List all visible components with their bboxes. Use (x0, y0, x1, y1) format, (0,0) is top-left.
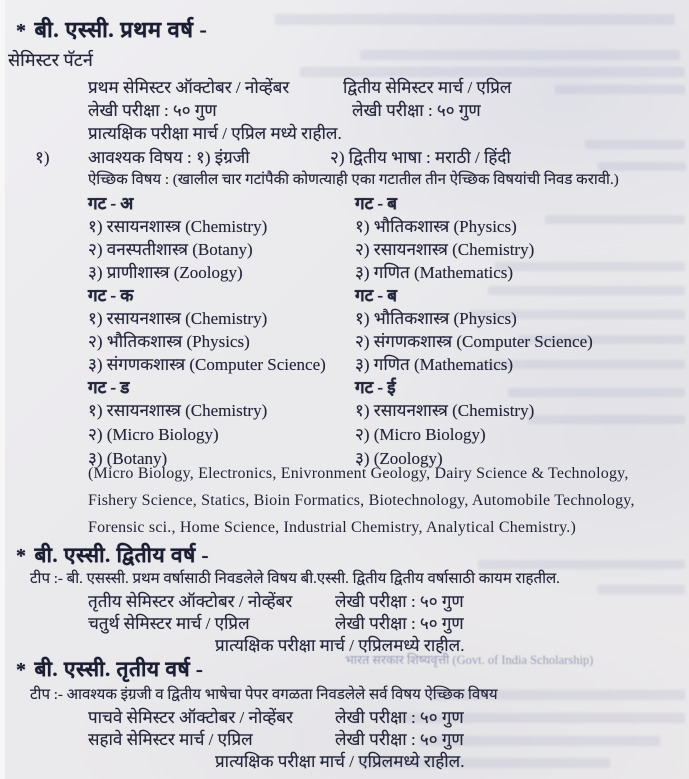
sem5-schedule: पाचवे सेमिस्टर ऑक्टोबर / नोव्हेंबर (88, 708, 293, 727)
sem3-written-marks: लेखी परीक्षा : ५० गुण (335, 592, 464, 611)
group-d-subject-1: १) रसायनशास्त्र (Chemistry) (88, 401, 268, 420)
group-b2-title: गट - ब (355, 286, 398, 305)
group-b2-subject-3: ३) गणित (Mathematics) (355, 355, 514, 374)
other-subjects-line-2: Fishery Science, Statics, Bioin Formatics, Biotechnology, Automobile Technology, (88, 492, 635, 509)
bsc-third-year-title: बी. एस्सी. तृतीय वर्ष - (34, 657, 204, 681)
bleed-through-line (545, 215, 685, 224)
sem5-written-marks: लेखी परीक्षा : ५० गुण (335, 708, 464, 727)
second-language: २) द्वितीय भाषा : मराठी / हिंदी (330, 148, 511, 167)
bleed-through-line (598, 585, 685, 594)
group-k-subject-3: ३) संगणकशास्त्र (Computer Science) (88, 355, 326, 374)
group-e-title: गट - ई (355, 378, 396, 397)
group-k-subject-1: १) रसायनशास्त्र (Chemistry) (88, 309, 268, 328)
bsc-first-year-title: बी. एस्सी. प्रथम वर्ष - (34, 17, 208, 42)
sem3-schedule: तृतीय सेमिस्टर ऑक्टोबर / नोव्हेंबर (88, 592, 293, 611)
year2-practical-note: प्रात्यक्षिक परीक्षा मार्च / एप्रिलमध्ये राहील. (215, 636, 465, 655)
bleed-through-line (360, 50, 680, 60)
year3-practical-note: प्रात्यक्षिक परीक्षा मार्च / एप्रिलमध्ये राहील. (215, 752, 465, 771)
group-b-subject-1: १) भौतिकशास्त्र (Physics) (355, 217, 517, 236)
optional-subjects-note: ऐच्छिक विषय : (खालील चार गटांपैकी कोणत्याही एका गटातील तीन ऐच्छिक विषयांची निवड करावी.) (88, 172, 619, 188)
group-d-title: गट - ड (88, 378, 130, 397)
sem2-written-marks: लेखी परीक्षा : ५० गुण (352, 101, 481, 120)
other-subjects-line-3: Forensic sci., Home Science, Industrial Chemistry, Analytical Chemistry.) (88, 519, 576, 536)
bsc-second-year-title: बी. एस्सी. द्वितीय वर्ष - (34, 543, 209, 567)
sem6-schedule: सहावे सेमिस्टर मार्च / एप्रिल (88, 730, 253, 749)
group-a-title: गट - अ (88, 194, 134, 213)
bleed-through-line (508, 388, 685, 397)
group-a-subject-1: १) रसायनशास्त्र (Chemistry) (88, 217, 268, 236)
group-a-subject-3: ३) प्राणीशास्त्र (Zoology) (88, 263, 243, 282)
bleed-through-line (495, 262, 685, 271)
bleed-through-scholarship-text: भारत सरकार शिष्यवृत्ती (Govt. of India Scholarship) (345, 653, 594, 667)
bleed-through-line (488, 286, 685, 295)
sem4-written-marks: लेखी परीक्षा : ५० गुण (335, 614, 464, 633)
bleed-through-line (585, 140, 685, 149)
required-subjects: आवश्यक विषय : १) इंग्रजी (88, 148, 250, 167)
sem4-schedule: चतुर्थ सेमिस्टर मार्च / एप्रिल (88, 614, 250, 633)
sem6-written-marks: लेखी परीक्षा : ५० गुण (335, 730, 464, 749)
group-b2-subject-1: १) भौतिकशास्त्र (Physics) (355, 309, 517, 328)
list-number: १) (35, 148, 50, 167)
group-d-subject-3: ३) (Botany) (88, 449, 168, 468)
bleed-through-line (275, 14, 675, 25)
group-b-title: गट - ब (355, 194, 398, 213)
year2-note: टीप :- बी. एसस्सी. प्रथम वर्षासाठी निवडलेले विषय बी.एस्सी. द्वितीय द्वितीय वर्षासाठी कायम राहतील. (30, 571, 560, 587)
group-b2-subject-2: २) संगणकशास्त्र (Computer Science) (355, 332, 593, 351)
year3-note: टीप :- आवश्यक इंग्रजी व द्वितीय भाषेचा पेपर वगळता निवडलेले सर्व विषय ऐच्छिक विषय (30, 687, 498, 703)
group-e-subject-3: ३) (Zoology) (355, 449, 443, 468)
year1-practical-note: प्रात्यक्षिक परीक्षा मार्च / एप्रिल मध्ये राहील. (88, 124, 342, 143)
asterisk-icon: * (16, 20, 27, 42)
group-e-subject-2: २) (Micro Biology) (355, 425, 486, 444)
group-k-title: गट - क (88, 286, 134, 305)
group-k-subject-2: २) भौतिकशास्त्र (Physics) (88, 332, 250, 351)
group-d-subject-2: २) (Micro Biology) (88, 425, 219, 444)
sem2-schedule: द्वितीय सेमिस्टर मार्च / एप्रिल (343, 78, 512, 97)
semester-pattern-label: सेमिस्टर पॅटर्न (8, 50, 93, 70)
other-subjects-line-1: (Micro Biology, Electronics, Enivronment Geology, Dairy Science & Technology, (88, 465, 629, 482)
sem1-written-marks: लेखी परीक्षा : ५० गुण (88, 101, 217, 120)
asterisk-icon: * (16, 545, 27, 567)
bleed-through-line (555, 85, 685, 94)
bsc-third-year-heading (16, 655, 203, 683)
asterisk-icon: * (16, 659, 27, 681)
group-e-subject-1: १) रसायनशास्त्र (Chemistry) (355, 401, 535, 420)
group-b-subject-3: ३) गणित (Mathematics) (355, 263, 514, 282)
sem1-schedule: प्रथम सेमिस्टर ऑक्टोबर / नोव्हेंबर (88, 78, 290, 97)
group-a-subject-2: २) वनस्पतीशास्त्र (Botany) (88, 240, 253, 259)
bleed-through-line (528, 415, 685, 424)
group-b-subject-2: २) रसायनशास्त्र (Chemistry) (355, 240, 535, 259)
bsc-first-year-heading (16, 14, 207, 44)
bsc-second-year-heading (16, 541, 209, 569)
